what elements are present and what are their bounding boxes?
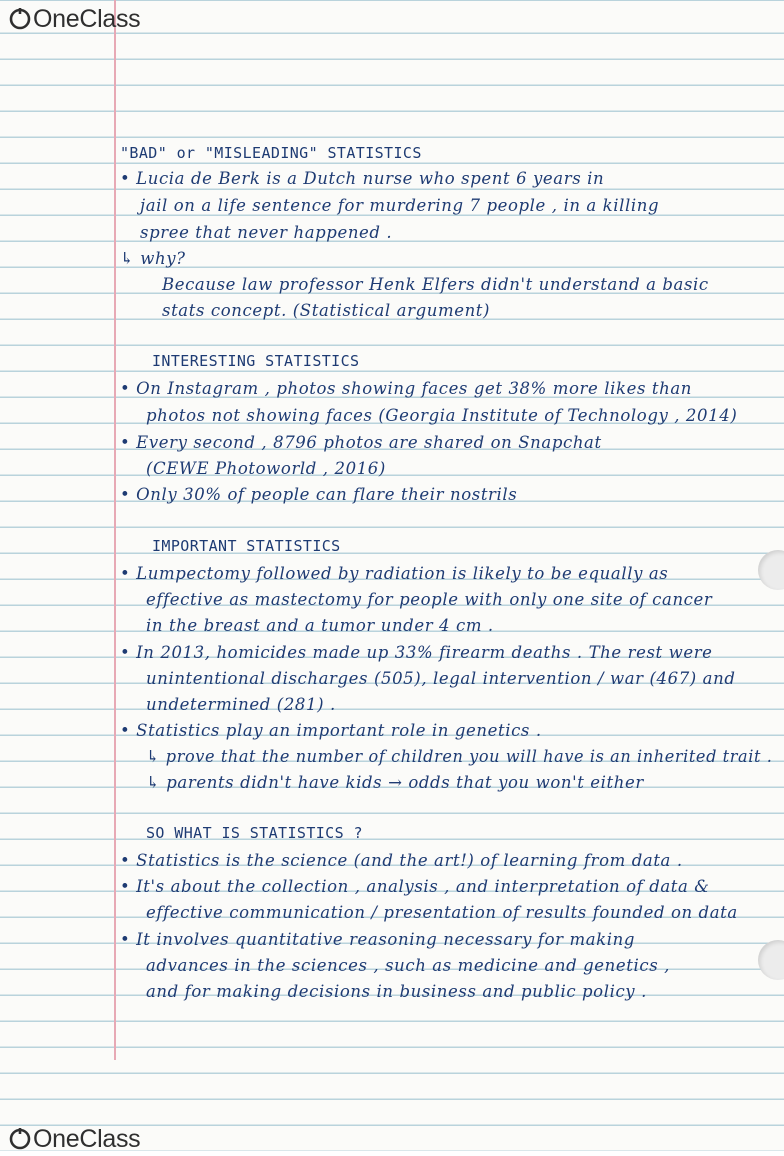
note-line: effective as mastectomy for people with only one site of cancer (146, 590, 713, 609)
note-line: • Lucia de Berk is a Dutch nurse who spent 6 years in (120, 169, 605, 188)
note-line: • Statistics is the science (and the art!) of learning from data . (120, 851, 683, 870)
brand-name: OneClass (33, 4, 141, 33)
note-line: • It involves quantitative reasoning necessary for making (120, 930, 636, 949)
heading-interesting-statistics: INTERESTING STATISTICS (152, 352, 360, 370)
heading-bad-statistics: "BAD" or "MISLEADING" STATISTICS (120, 144, 422, 162)
note-line: • It's about the collection , analysis , and interpretation of data & (120, 877, 710, 896)
note-line: ↳ prove that the number of children you will have is an inherited trait . (146, 747, 773, 766)
note-line: effective communication / presentation of results founded on data (146, 903, 738, 922)
note-line: • Statistics play an important role in genetics . (120, 721, 542, 740)
note-line: stats concept. (Statistical argument) (162, 301, 491, 320)
note-line: Because law professor Henk Elfers didn't understand a basic (162, 275, 709, 294)
note-line: • In 2013, homicides made up 33% firearm deaths . The rest were (120, 643, 713, 662)
note-line: and for making decisions in business and public policy . (146, 982, 647, 1001)
note-line: ↳ why? (120, 249, 186, 268)
heading-what-is-statistics: SO WHAT IS STATISTICS ? (146, 824, 363, 842)
note-line: • Lumpectomy followed by radiation is likely to be equally as (120, 564, 669, 583)
note-line: undetermined (281) . (146, 695, 336, 714)
note-line: photos not showing faces (Georgia Institute of Technology , 2014) (146, 406, 738, 425)
note-line: unintentional discharges (505), legal intervention / war (467) and (146, 669, 736, 688)
note-line: • Every second , 8796 photos are shared on Snapchat (120, 433, 602, 452)
note-line: jail on a life sentence for murdering 7 people , in a killing (140, 196, 660, 215)
note-line: in the breast and a tumor under 4 cm . (146, 616, 494, 635)
note-line: (CEWE Photoworld , 2016) (146, 459, 386, 478)
note-line: advances in the sciences , such as medicine and genetics , (146, 956, 670, 975)
note-line: ↳ parents didn't have kids → odds that you won't either (146, 773, 644, 792)
brand-name: OneClass (33, 1124, 141, 1153)
note-line: spree that never happened . (140, 223, 393, 242)
heading-important-statistics: IMPORTANT STATISTICS (152, 537, 341, 555)
note-line: • On Instagram , photos showing faces get 38% more likes than (120, 379, 692, 398)
note-line: • Only 30% of people can flare their nostrils (120, 485, 518, 504)
